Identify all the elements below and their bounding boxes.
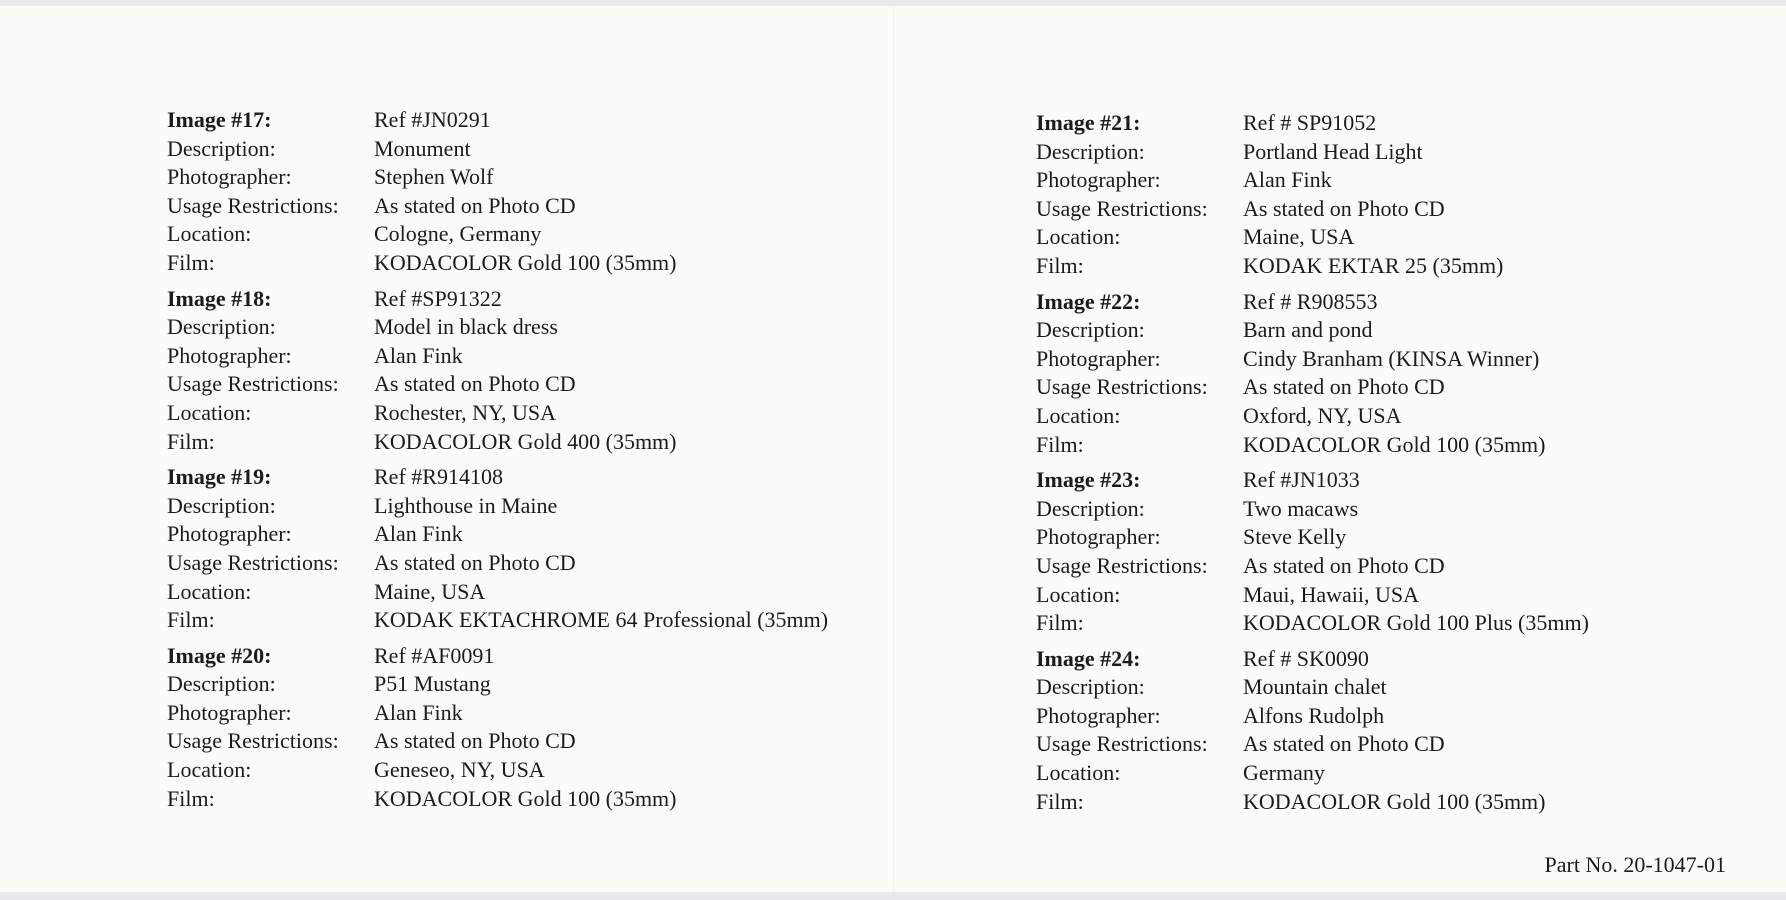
description-row — [167, 670, 927, 699]
film-row — [167, 785, 927, 814]
image-number: Image #23: — [1036, 467, 1141, 493]
film-label: Film: — [167, 428, 215, 454]
description-value: Portland Head Light — [1243, 138, 1423, 164]
film-row — [167, 428, 927, 457]
photographer-value: Alan Fink — [374, 521, 463, 547]
film-row — [167, 249, 927, 278]
film-value: KODACOLOR Gold 100 (35mm) — [1243, 431, 1546, 457]
description-label: Description: — [167, 135, 276, 161]
document-page — [0, 6, 1786, 892]
usage-row — [1036, 195, 1786, 224]
usage-label: Usage Restrictions: — [167, 728, 339, 754]
usage-label: Usage Restrictions: — [1036, 552, 1208, 578]
location-label: Location: — [1036, 760, 1121, 786]
photographer-label: Photographer: — [1036, 167, 1161, 193]
image-number: Image #19: — [167, 464, 272, 490]
description-label: Description: — [1036, 495, 1145, 521]
part-number: Part No. 20-1047-01 — [1544, 852, 1726, 877]
film-value: KODACOLOR Gold 400 (35mm) — [374, 428, 677, 454]
usage-value: As stated on Photo CD — [1243, 552, 1445, 578]
photographer-value: Alfons Rudolph — [1243, 702, 1385, 728]
description-value: Monument — [374, 135, 471, 161]
film-value: KODACOLOR Gold 100 Plus (35mm) — [1243, 610, 1589, 636]
usage-row — [167, 370, 927, 399]
film-value: KODAK EKTAR 25 (35mm) — [1243, 252, 1504, 278]
usage-value: As stated on Photo CD — [374, 192, 576, 218]
entry-header — [1036, 645, 1786, 674]
entry-header — [1036, 109, 1786, 138]
location-label: Location: — [1036, 581, 1121, 607]
usage-row — [167, 727, 927, 756]
film-label: Film: — [1036, 252, 1084, 278]
image-entry — [167, 463, 927, 635]
usage-label: Usage Restrictions: — [1036, 374, 1208, 400]
photographer-row — [167, 520, 927, 549]
photographer-value: Stephen Wolf — [374, 164, 494, 190]
description-label: Description: — [1036, 138, 1145, 164]
image-entry — [167, 285, 927, 457]
usage-value: As stated on Photo CD — [374, 371, 576, 397]
location-label: Location: — [167, 578, 252, 604]
photographer-label: Photographer: — [1036, 524, 1161, 550]
ref-number: Ref #SP91322 — [374, 285, 502, 311]
photographer-label: Photographer: — [167, 521, 292, 547]
photographer-value: Cindy Branham (KINSA Winner) — [1243, 345, 1540, 371]
image-number: Image #20: — [167, 642, 272, 668]
film-value: KODACOLOR Gold 100 (35mm) — [1243, 788, 1546, 814]
entry-header — [167, 285, 927, 314]
usage-label: Usage Restrictions: — [167, 371, 339, 397]
usage-row — [1036, 552, 1786, 581]
description-value: Model in black dress — [374, 314, 558, 340]
description-row — [167, 492, 927, 521]
usage-row — [167, 549, 927, 578]
usage-row — [1036, 730, 1786, 759]
usage-value: As stated on Photo CD — [1243, 731, 1445, 757]
location-row — [1036, 223, 1786, 252]
film-row — [1036, 788, 1786, 817]
photographer-label: Photographer: — [167, 699, 292, 725]
image-number: Image #22: — [1036, 288, 1141, 314]
location-row — [167, 756, 927, 785]
photographer-row — [167, 163, 927, 192]
entry-header — [1036, 466, 1786, 495]
ref-number: Ref #JN0291 — [374, 107, 491, 132]
entry-header — [1036, 288, 1786, 317]
location-value: Germany — [1243, 760, 1325, 786]
location-value: Rochester, NY, USA — [374, 399, 557, 425]
film-label: Film: — [167, 607, 215, 633]
location-row — [1036, 402, 1786, 431]
photographer-row — [1036, 523, 1786, 552]
photographer-row — [1036, 345, 1786, 374]
location-row — [1036, 581, 1786, 610]
film-row — [1036, 609, 1786, 638]
entry-header — [167, 463, 927, 492]
image-entry — [167, 642, 927, 814]
film-row — [167, 606, 927, 635]
description-value: Lighthouse in Maine — [374, 492, 558, 518]
entry-header — [167, 642, 927, 671]
ref-number: Ref #R914108 — [374, 464, 503, 490]
photographer-label: Photographer: — [1036, 345, 1161, 371]
image-entry — [167, 106, 927, 278]
photographer-label: Photographer: — [167, 164, 292, 190]
location-label: Location: — [167, 221, 252, 247]
usage-label: Usage Restrictions: — [167, 192, 339, 218]
film-label: Film: — [167, 785, 215, 811]
location-value: Cologne, Germany — [374, 221, 542, 247]
film-row — [1036, 252, 1786, 281]
image-number: Image #21: — [1036, 110, 1141, 135]
ref-number: Ref # R908553 — [1243, 288, 1378, 314]
image-entry — [1036, 288, 1786, 460]
location-row — [1036, 759, 1786, 788]
photographer-value: Alan Fink — [374, 342, 463, 368]
film-row — [1036, 431, 1786, 460]
description-row — [1036, 138, 1786, 167]
ref-number: Ref #JN1033 — [1243, 467, 1360, 493]
description-value: Barn and pond — [1243, 317, 1373, 343]
location-row — [167, 578, 927, 607]
location-row — [167, 399, 927, 428]
photographer-row — [167, 342, 927, 371]
photographer-value: Alan Fink — [1243, 167, 1332, 193]
right-column — [1036, 109, 1786, 823]
usage-value: As stated on Photo CD — [1243, 195, 1445, 221]
usage-label: Usage Restrictions: — [1036, 195, 1208, 221]
image-entry — [1036, 466, 1786, 638]
usage-label: Usage Restrictions: — [1036, 731, 1208, 757]
location-value: Maui, Hawaii, USA — [1243, 581, 1419, 607]
usage-value: As stated on Photo CD — [374, 549, 576, 575]
usage-row — [1036, 373, 1786, 402]
film-value: KODACOLOR Gold 100 (35mm) — [374, 785, 677, 811]
photographer-row — [1036, 702, 1786, 731]
photographer-label: Photographer: — [167, 342, 292, 368]
location-value: Maine, USA — [374, 578, 486, 604]
ref-number: Ref # SP91052 — [1243, 110, 1377, 135]
description-row — [167, 135, 927, 164]
location-label: Location: — [1036, 224, 1121, 250]
photographer-value: Steve Kelly — [1243, 524, 1347, 550]
location-label: Location: — [1036, 402, 1121, 428]
description-label: Description: — [167, 492, 276, 518]
film-label: Film: — [1036, 431, 1084, 457]
image-number: Image #24: — [1036, 645, 1141, 671]
ref-number: Ref # SK0090 — [1243, 645, 1369, 671]
ref-number: Ref #AF0091 — [374, 642, 495, 668]
description-value: P51 Mustang — [374, 671, 491, 697]
photographer-label: Photographer: — [1036, 702, 1161, 728]
usage-label: Usage Restrictions: — [167, 549, 339, 575]
entry-header — [167, 106, 927, 135]
film-label: Film: — [1036, 788, 1084, 814]
description-value: Two macaws — [1243, 495, 1359, 521]
image-entry — [1036, 109, 1786, 281]
image-entry — [1036, 645, 1786, 817]
description-label: Description: — [167, 314, 276, 340]
description-row — [1036, 316, 1786, 345]
film-label: Film: — [1036, 610, 1084, 636]
photographer-row — [167, 699, 927, 728]
location-value: Oxford, NY, USA — [1243, 402, 1402, 428]
location-value: Maine, USA — [1243, 224, 1355, 250]
location-label: Location: — [167, 757, 252, 783]
usage-row — [167, 192, 927, 221]
photographer-row — [1036, 166, 1786, 195]
left-column — [167, 106, 927, 820]
location-label: Location: — [167, 399, 252, 425]
location-value: Geneseo, NY, USA — [374, 757, 545, 783]
description-label: Description: — [1036, 317, 1145, 343]
location-row — [167, 220, 927, 249]
description-row — [1036, 495, 1786, 524]
film-value: KODACOLOR Gold 100 (35mm) — [374, 249, 677, 275]
description-value: Mountain chalet — [1243, 674, 1387, 700]
usage-value: As stated on Photo CD — [1243, 374, 1445, 400]
description-label: Description: — [1036, 674, 1145, 700]
description-row — [1036, 673, 1786, 702]
film-value: KODAK EKTACHROME 64 Professional (35mm) — [374, 607, 829, 633]
image-number: Image #17: — [167, 107, 272, 132]
image-number: Image #18: — [167, 285, 272, 311]
film-label: Film: — [167, 249, 215, 275]
description-label: Description: — [167, 671, 276, 697]
photographer-value: Alan Fink — [374, 699, 463, 725]
description-row — [167, 313, 927, 342]
usage-value: As stated on Photo CD — [374, 728, 576, 754]
